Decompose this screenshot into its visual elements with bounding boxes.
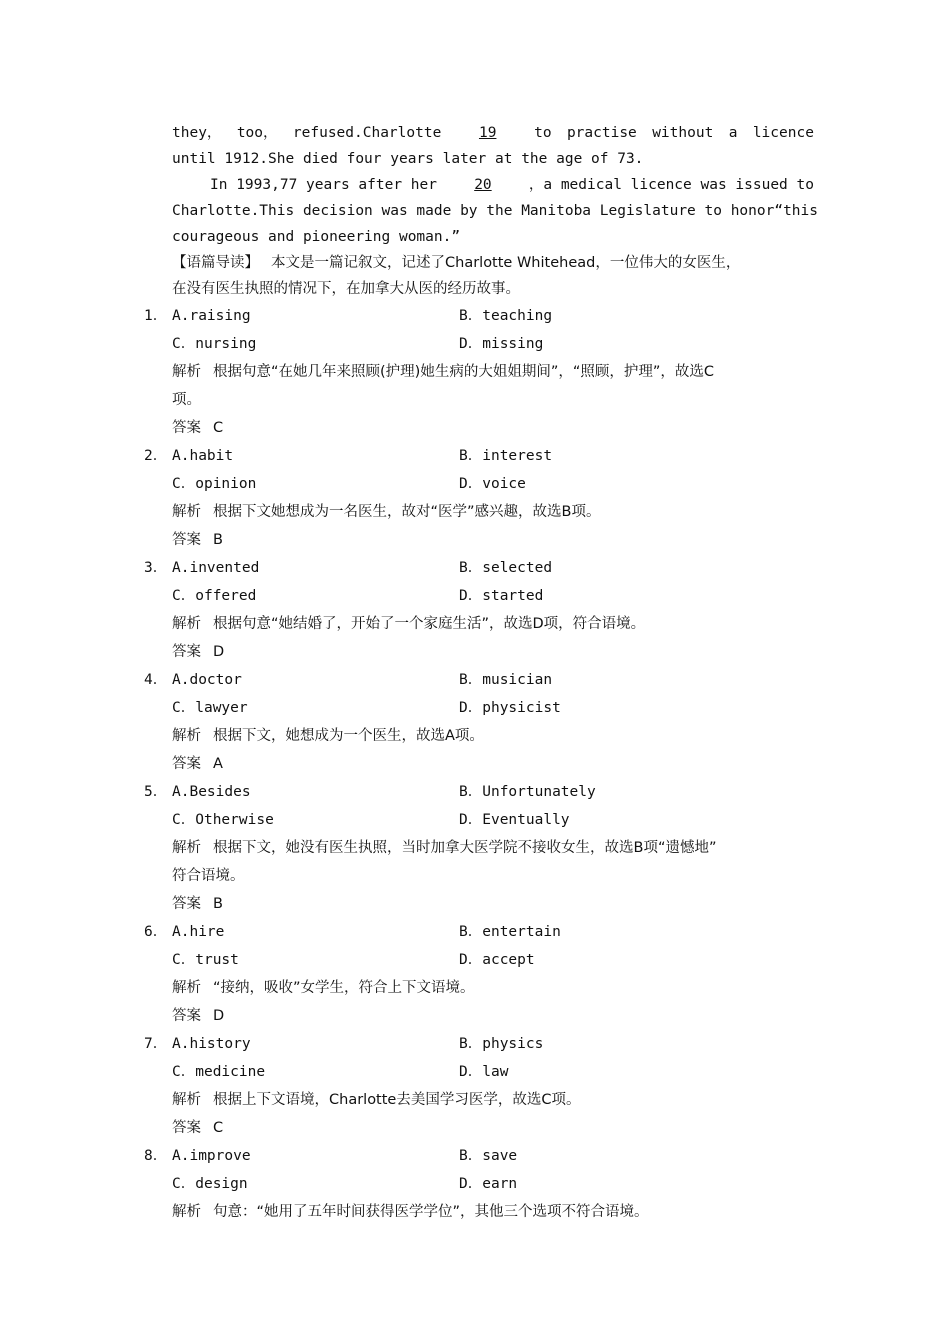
analysis-line	[144, 1198, 814, 1226]
question-block	[144, 666, 814, 778]
answer-value: A	[213, 756, 223, 772]
option-b: B．musician	[459, 672, 553, 688]
answer-label: 答案	[172, 532, 201, 548]
option-row-cd	[144, 470, 814, 498]
analysis-line	[144, 834, 814, 862]
answer-line	[144, 1002, 814, 1030]
analysis-label: 解析	[172, 840, 201, 856]
passage-word: they，	[172, 125, 222, 141]
passage-word: refused.Charlotte	[292, 125, 442, 141]
question-number: 4．	[144, 672, 168, 688]
analysis-text: 根据下文她想成为一名医生，故对“医学”感兴趣，故选B项。	[213, 504, 601, 520]
option-a: A.Besides	[172, 784, 251, 800]
passage-text: In 1993,77 years after her	[210, 177, 437, 193]
answer-label: 答案	[172, 644, 201, 660]
analysis-text: 根据句意“她结婚了，开始了一个家庭生活”，故选D项，符合语境。	[213, 616, 646, 632]
option-row-cd	[144, 582, 814, 610]
analysis-line	[144, 610, 814, 638]
option-a: A.history	[172, 1036, 251, 1052]
question-number: 3．	[144, 560, 168, 576]
passage-line-1	[144, 120, 814, 146]
answer-label: 答案	[172, 896, 201, 912]
passage-line-4: Charlotte.This decision was made by the Manitoba Legislature to honor“this	[172, 203, 819, 219]
option-row-cd	[144, 1170, 814, 1198]
option-c: C．medicine	[172, 1064, 266, 1080]
blank-19: 19	[478, 125, 497, 141]
option-row-ab	[144, 302, 814, 330]
option-b: B．selected	[459, 560, 553, 576]
analysis-line	[144, 722, 814, 750]
option-row-ab	[144, 554, 814, 582]
option-c: C．lawyer	[172, 700, 248, 716]
analysis-line	[144, 498, 814, 526]
analysis-line	[144, 862, 814, 890]
passage-word: practise	[566, 125, 637, 141]
analysis-text: 根据上下文语境，Charlotte去美国学习医学，故选C项。	[213, 1092, 581, 1108]
option-c: C．Otherwise	[172, 812, 274, 828]
option-row-cd	[144, 946, 814, 974]
option-row-ab	[144, 1142, 814, 1170]
question-number: 2．	[144, 448, 168, 464]
passage-word: to	[534, 125, 552, 141]
analysis-line	[144, 358, 814, 386]
answer-value: B	[213, 532, 223, 548]
passage-word: a	[728, 125, 738, 141]
question-block	[144, 442, 814, 554]
option-c: C．opinion	[172, 476, 257, 492]
option-b: B．Unfortunately	[459, 784, 596, 800]
option-c: C．design	[172, 1176, 248, 1192]
question-block	[144, 554, 814, 666]
answer-line	[144, 1114, 814, 1142]
option-d: D．missing	[459, 336, 544, 352]
option-a: A.hire	[172, 924, 225, 940]
option-b: B．teaching	[459, 308, 553, 324]
guide-label: 【语篇导读】	[172, 255, 259, 271]
passage-text: ，a medical licence was issued to	[528, 177, 814, 193]
option-row-ab	[144, 666, 814, 694]
option-d: D．Eventually	[459, 812, 570, 828]
option-row-ab	[144, 778, 814, 806]
answer-label: 答案	[172, 420, 201, 436]
analysis-text: 根据句意“在她几年来照顾(护理)她生病的大姐姐期间”，“照顾，护理”，故选C	[213, 364, 714, 380]
option-b: B．interest	[459, 448, 553, 464]
analysis-text: “接纳，吸收”女学生，符合上下文语境。	[213, 980, 475, 996]
option-c: C．nursing	[172, 336, 257, 352]
option-d: D．accept	[459, 952, 535, 968]
analysis-text: 根据下文，她想成为一个医生，故选A项。	[213, 728, 484, 744]
passage-word: licence	[752, 125, 814, 141]
option-row-cd	[144, 694, 814, 722]
analysis-label: 解析	[172, 616, 201, 632]
answer-value: D	[213, 1008, 225, 1024]
answer-value: C	[213, 1120, 224, 1136]
question-block	[144, 1030, 814, 1142]
answer-line	[144, 890, 814, 918]
answer-label: 答案	[172, 756, 201, 772]
guide-text: 本文是一篇记叙文，记述了Charlotte Whitehead，一位伟大的女医生，	[271, 255, 741, 271]
option-c: C．offered	[172, 588, 257, 604]
option-a: A.invented	[172, 560, 260, 576]
option-row-cd	[144, 330, 814, 358]
option-b: B．save	[459, 1148, 518, 1164]
guide-line-1	[144, 250, 814, 276]
option-a: A.habit	[172, 448, 234, 464]
analysis-text: 句意：“她用了五年时间获得医学学位”，其他三个选项不符合语境。	[213, 1204, 649, 1220]
analysis-text: 符合语境。	[172, 868, 245, 884]
page-content	[144, 120, 819, 1226]
answer-value: B	[213, 896, 223, 912]
option-row-ab	[144, 918, 814, 946]
analysis-label: 解析	[172, 1204, 201, 1220]
answer-line	[144, 414, 814, 442]
question-block	[144, 918, 814, 1030]
option-a: A.raising	[172, 308, 251, 324]
passage-word: without	[652, 125, 714, 141]
option-d: D．physicist	[459, 700, 561, 716]
answer-line	[144, 638, 814, 666]
option-b: B．physics	[459, 1036, 544, 1052]
analysis-label: 解析	[172, 364, 201, 380]
answer-line	[144, 526, 814, 554]
passage-line-5: courageous and pioneering woman.”	[172, 229, 461, 245]
option-d: D．law	[459, 1064, 509, 1080]
passage-line-2: until 1912.She died four years later at the age of 73.	[172, 151, 644, 167]
question-block	[144, 1142, 814, 1226]
analysis-label: 解析	[172, 980, 201, 996]
passage-word: too，	[236, 125, 278, 141]
analysis-text: 根据下文，她没有医生执照，当时加拿大医学院不接收女生，故选B项“遗憾地”	[213, 840, 717, 856]
option-b: B．entertain	[459, 924, 561, 940]
question-number: 5．	[144, 784, 168, 800]
analysis-line	[144, 386, 814, 414]
question-list	[144, 302, 814, 1226]
question-number: 7．	[144, 1036, 168, 1052]
answer-label: 答案	[172, 1008, 201, 1024]
option-d: D．earn	[459, 1176, 518, 1192]
analysis-label: 解析	[172, 1092, 201, 1108]
answer-value: D	[213, 644, 225, 660]
answer-label: 答案	[172, 1120, 201, 1136]
guide-line-2: 在没有医生执照的情况下，在加拿大从医的经历故事。	[172, 281, 520, 297]
answer-line	[144, 750, 814, 778]
option-row-ab	[144, 1030, 814, 1058]
option-d: D．voice	[459, 476, 526, 492]
question-block	[144, 302, 814, 442]
question-block	[144, 778, 814, 918]
analysis-label: 解析	[172, 728, 201, 744]
option-d: D．started	[459, 588, 544, 604]
analysis-label: 解析	[172, 504, 201, 520]
option-a: A.doctor	[172, 672, 242, 688]
analysis-line	[144, 974, 814, 1002]
option-c: C．trust	[172, 952, 239, 968]
blank-20: 20	[474, 177, 492, 193]
question-number: 8．	[144, 1148, 168, 1164]
question-number: 6．	[144, 924, 168, 940]
option-row-ab	[144, 442, 814, 470]
analysis-text: 项。	[172, 392, 201, 408]
option-a: A.improve	[172, 1148, 251, 1164]
option-row-cd	[144, 806, 814, 834]
passage-line-3	[144, 172, 814, 198]
option-row-cd	[144, 1058, 814, 1086]
question-number: 1．	[144, 308, 168, 324]
analysis-line	[144, 1086, 814, 1114]
answer-value: C	[213, 420, 224, 436]
